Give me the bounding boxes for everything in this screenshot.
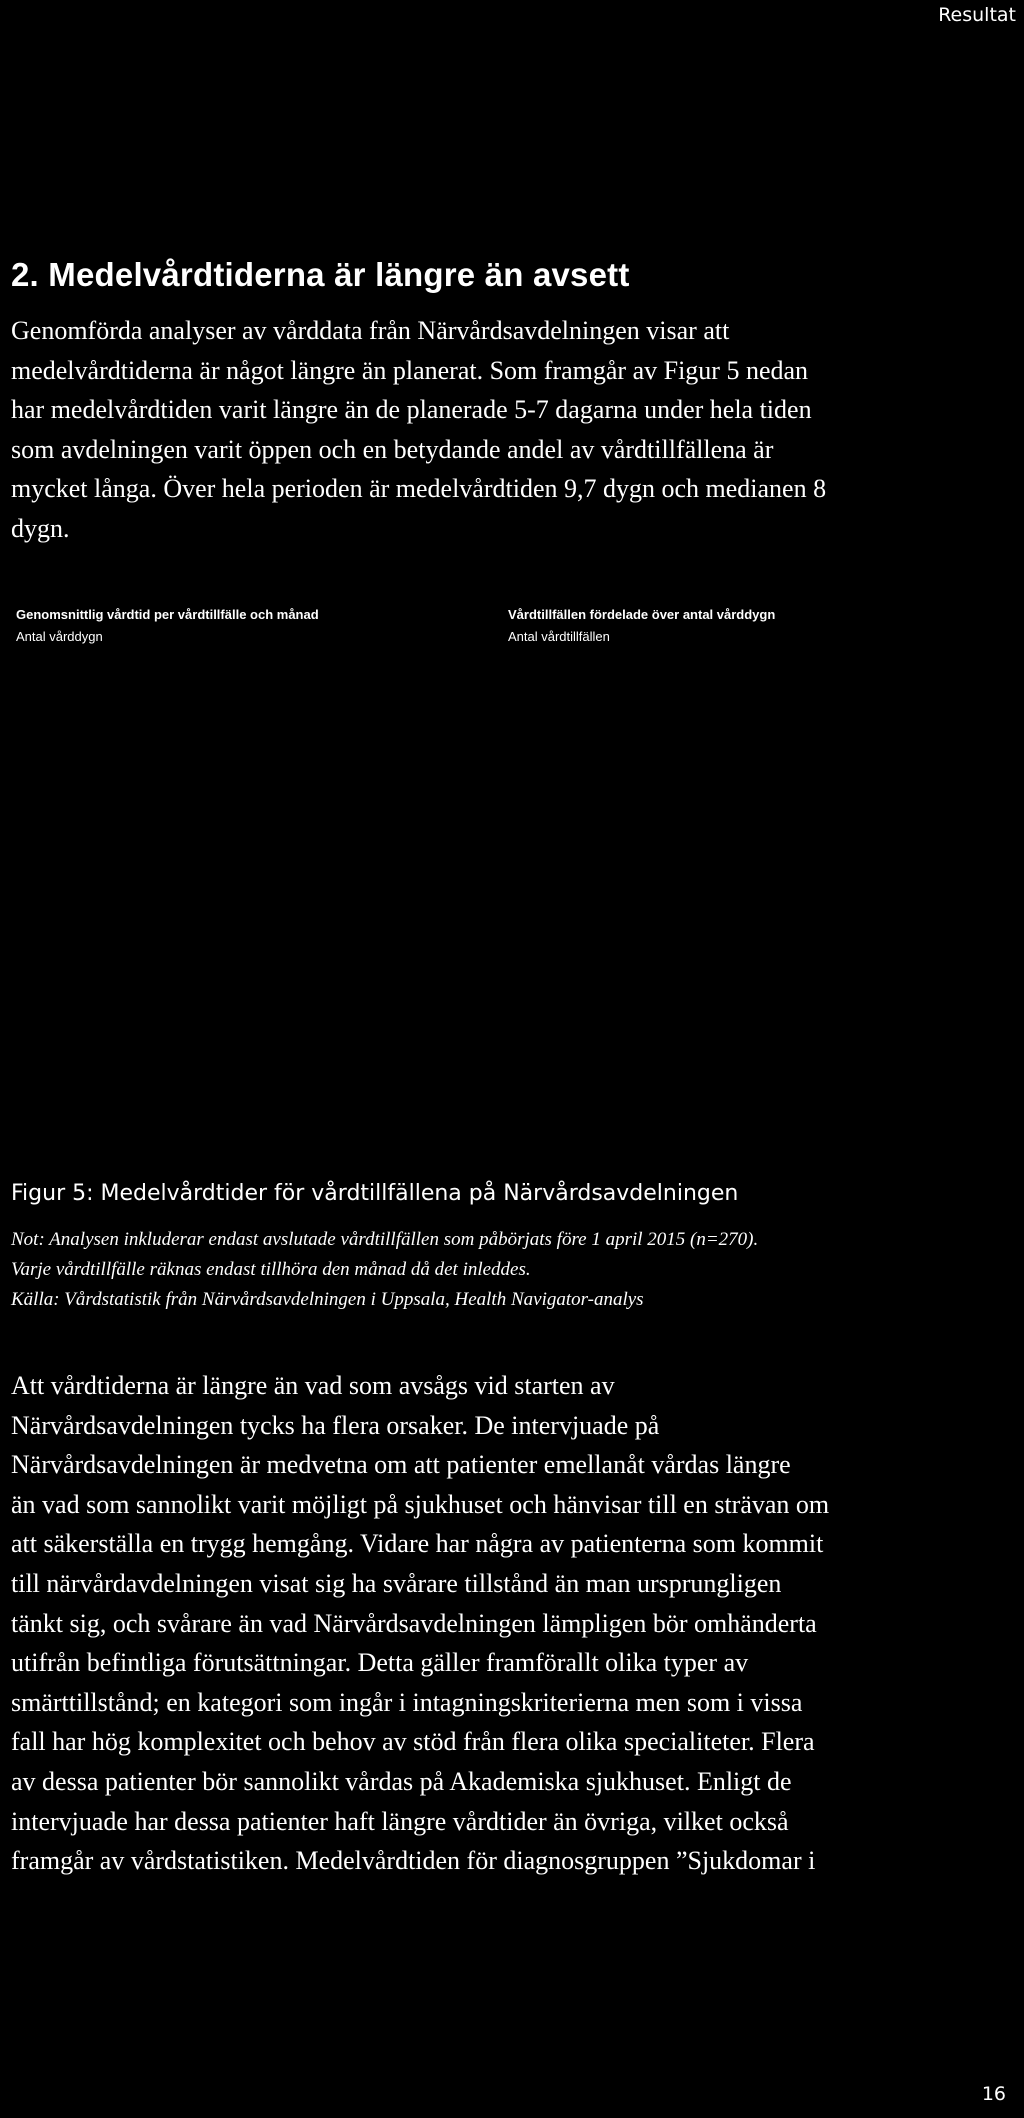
- figure-caption: Figur 5: Medelvårdtider för vårdtillfällena på Närvårdsavdelningen: [11, 1181, 739, 1206]
- figure-note: Not: Analysen inkluderar endast avslutade vårdtillfällen som påbörjats före 1 april 2015 (n=270).: [11, 1229, 759, 1250]
- right-chart-header: [508, 606, 775, 646]
- paragraph-line: utifrån befintliga förutsättningar. Detta gäller framförallt olika typer av: [11, 1648, 749, 1678]
- paragraph-line: Genomförda analyser av vårddata från Närvårdsavdelningen visar att: [11, 316, 730, 345]
- paragraph-line: Närvårdsavdelningen tycks ha flera orsaker. De intervjuade på: [11, 1410, 660, 1440]
- left-chart-plot-area: [16, 660, 486, 1160]
- right-chart-title: Vårdtillfällen fördelade över antal vårddygn: [508, 607, 776, 622]
- paragraph-line: har medelvårdtiden varit längre än de planerade 5-7 dagarna under hela tiden: [11, 395, 812, 425]
- paragraph-line: mycket långa. Över hela perioden är medelvårdtiden 9,7 dygn och medianen 8: [11, 474, 827, 504]
- page-number: 16: [981, 2083, 1006, 2105]
- paragraph-line: att säkerställa en trygg hemgång. Vidare har några av patienterna som kommit: [11, 1529, 824, 1559]
- left-chart-title: Genomsnittlig vårdtid per vårdtillfälle och månad: [16, 607, 319, 622]
- paragraph-line: till närvårdavdelningen visat sig ha svårare tillstånd än man ursprungligen: [11, 1568, 782, 1598]
- paragraph-line: av dessa patienter bör sannolikt vårdas på Akademiska sjukhuset. Enligt de: [11, 1766, 792, 1796]
- intro-paragraph: [11, 311, 1021, 549]
- figure-source: Källa: Vårdstatistik från Närvårdsavdelningen i Uppsala, Health Navigator-analys: [11, 1289, 644, 1310]
- paragraph-line: Närvårdsavdelningen är medvetna om att patienter emellanåt vårdas längre: [11, 1450, 791, 1480]
- right-chart-plot-area: [508, 660, 1008, 1160]
- section-label: Resultat: [938, 4, 1016, 26]
- paragraph-line: smärttillstånd; en kategori som ingår i intagningskriterierna men som i vissa: [11, 1687, 803, 1717]
- paragraph-line: dygn.: [11, 513, 70, 543]
- paragraph-line: framgår av vårdstatistiken. Medelvårdtiden för diagnosgruppen ”Sjukdomar i: [11, 1846, 816, 1876]
- paragraph-line: medelvårdtiderna är något längre än planerat. Som framgår av Figur 5 nedan: [11, 355, 809, 385]
- paragraph-line: som avdelningen varit öppen och en betydande andel av vårdtillfällena är: [11, 434, 774, 464]
- paragraph-line: fall har hög komplexitet och behov av stöd från flera olika specialiteter. Flera: [11, 1727, 815, 1757]
- section-heading: 2. Medelvårdtiderna är längre än avsett: [11, 256, 630, 293]
- figure-note: Varje vårdtillfälle räknas endast tillhöra den månad då det inleddes.: [11, 1259, 531, 1280]
- paragraph-line: Att vårdtiderna är längre än vad som avsågs vid starten av: [11, 1371, 615, 1400]
- left-chart-header: [16, 606, 319, 646]
- left-chart-axis-label: Antal vårddygn: [16, 629, 103, 644]
- paragraph-line: tänkt sig, och svårare än vad Närvårdsavdelningen lämpligen bör omhänderta: [11, 1608, 817, 1638]
- paragraph-line: än vad som sannolikt varit möjligt på sjukhuset och hänvisar till en strävan om: [11, 1489, 830, 1519]
- body-paragraph: [11, 1366, 1021, 1881]
- paragraph-line: intervjuade har dessa patienter haft längre vårdtider än övriga, vilket också: [11, 1806, 789, 1836]
- right-chart-axis-label: Antal vårdtillfällen: [508, 629, 610, 644]
